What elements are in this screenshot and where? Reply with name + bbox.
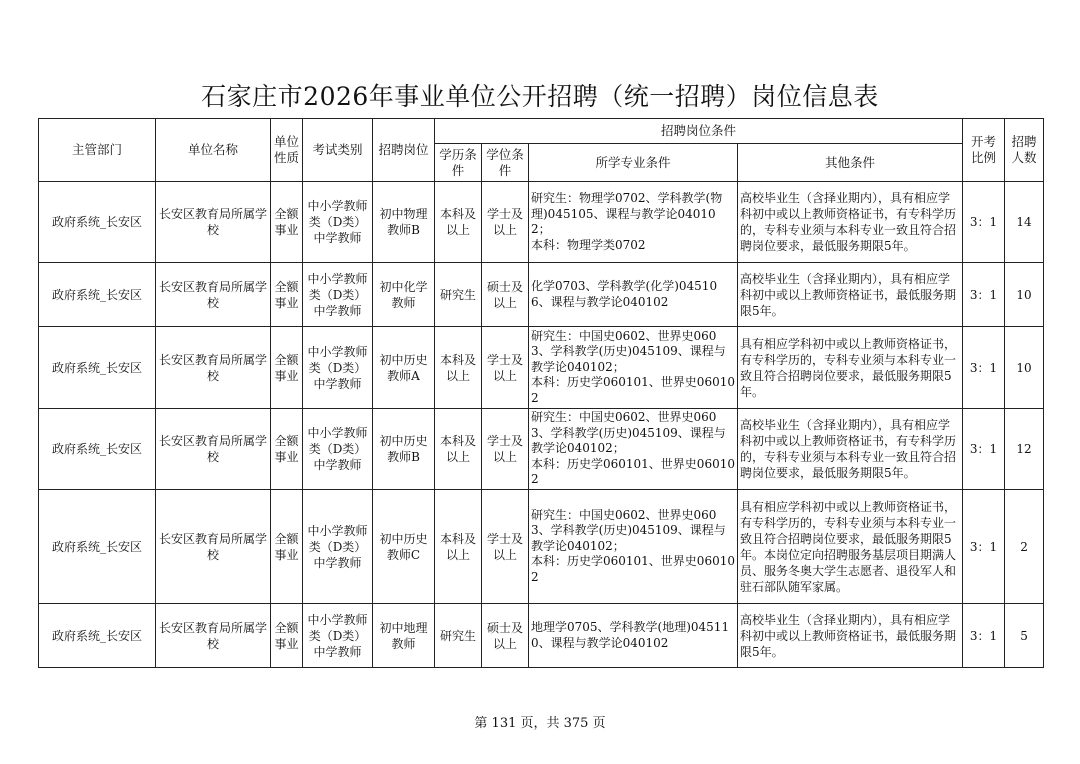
header-major: 所学专业条件 (529, 144, 738, 182)
cell-exam: 中小学教师类（D类）中学教师 (303, 327, 373, 409)
cell-nature: 全额事业 (271, 327, 303, 409)
header-edu: 学历条件 (435, 144, 482, 182)
table-row (39, 182, 1044, 263)
page-footer: 第 131 页，共 375 页 (474, 716, 606, 731)
cell-dept: 政府系统_长安区 (39, 604, 156, 668)
cell-edu: 研究生 (435, 263, 482, 327)
cell-post: 初中化学教师 (373, 263, 435, 327)
cell-ratio: 3：1 (963, 263, 1005, 327)
table-body (39, 182, 1044, 668)
cell-degree: 学士及以上 (482, 327, 529, 409)
cell-other: 具有相应学科初中或以上教师资格证书，有专科学历的，专科专业须与本科专业一致且符合招聘岗位要求，最低服务期限5年。 (738, 327, 963, 409)
header-other: 其他条件 (738, 144, 963, 182)
cell-exam: 中小学教师类（D类）中学教师 (303, 604, 373, 668)
header-exam: 考试类别 (303, 119, 373, 182)
cell-major: 研究生：中国史0602、世界史0603、学科教学(历史)045109、课程与教学论040102； 本科：历史学060101、世界史060102 (529, 490, 738, 604)
cell-ratio: 3：1 (963, 182, 1005, 263)
table-row (39, 263, 1044, 327)
cell-exam: 中小学教师类（D类）中学教师 (303, 263, 373, 327)
header-post: 招聘岗位 (373, 119, 435, 182)
header-nature: 单位性质 (271, 119, 303, 182)
cell-edu: 本科及以上 (435, 409, 482, 490)
header-dept: 主管部门 (39, 119, 156, 182)
cell-ratio: 3：1 (963, 604, 1005, 668)
job-info-table (38, 118, 1044, 668)
header-unit: 单位名称 (156, 119, 271, 182)
cell-unit: 长安区教育局所属学校 (156, 263, 271, 327)
cell-exam: 中小学教师类（D类）中学教师 (303, 409, 373, 490)
cell-unit: 长安区教育局所属学校 (156, 182, 271, 263)
cell-degree: 学士及以上 (482, 490, 529, 604)
cell-major: 地理学0705、学科教学(地理)045110、课程与教学论040102 (529, 604, 738, 668)
cell-ratio: 3：1 (963, 490, 1005, 604)
page-title: 石家庄市2026年事业单位公开招聘（统一招聘）岗位信息表 (201, 82, 879, 111)
cell-nature: 全额事业 (271, 409, 303, 490)
cell-count: 12 (1005, 409, 1044, 490)
cell-degree: 学士及以上 (482, 409, 529, 490)
cell-edu: 研究生 (435, 604, 482, 668)
cell-dept: 政府系统_长安区 (39, 409, 156, 490)
cell-count: 5 (1005, 604, 1044, 668)
cell-unit: 长安区教育局所属学校 (156, 327, 271, 409)
cell-major: 化学0703、学科教学(化学)045106、课程与教学论040102 (529, 263, 738, 327)
cell-major: 研究生：中国史0602、世界史0603、学科教学(历史)045109、课程与教学论040102； 本科：历史学060101、世界史060102 (529, 327, 738, 409)
cell-degree: 学士及以上 (482, 182, 529, 263)
cell-edu: 本科及以上 (435, 490, 482, 604)
cell-nature: 全额事业 (271, 490, 303, 604)
cell-count: 14 (1005, 182, 1044, 263)
cell-other: 高校毕业生（含择业期内），具有相应学科初中或以上教师资格证书，有专科学历的，专科专业须与本科专业一致且符合招聘岗位要求，最低服务期限5年。 (738, 409, 963, 490)
cell-dept: 政府系统_长安区 (39, 182, 156, 263)
cell-degree: 硕士及以上 (482, 604, 529, 668)
cell-count: 2 (1005, 490, 1044, 604)
cell-other: 高校毕业生（含择业期内），具有相应学科初中或以上教师资格证书，有专科学历的，专科专业须与本科专业一致且符合招聘岗位要求，最低服务期限5年。 (738, 182, 963, 263)
cell-edu: 本科及以上 (435, 327, 482, 409)
cell-degree: 硕士及以上 (482, 263, 529, 327)
cell-dept: 政府系统_长安区 (39, 263, 156, 327)
cell-post: 初中物理教师B (373, 182, 435, 263)
cell-major: 研究生：中国史0602、世界史0603、学科教学(历史)045109、课程与教学论040102； 本科：历史学060101、世界史060102 (529, 409, 738, 490)
cell-post: 初中历史教师C (373, 490, 435, 604)
cell-count: 10 (1005, 263, 1044, 327)
cell-unit: 长安区教育局所属学校 (156, 490, 271, 604)
table-row (39, 604, 1044, 668)
cell-nature: 全额事业 (271, 604, 303, 668)
cell-dept: 政府系统_长安区 (39, 490, 156, 604)
cell-post: 初中历史教师A (373, 327, 435, 409)
cell-dept: 政府系统_长安区 (39, 327, 156, 409)
cell-unit: 长安区教育局所属学校 (156, 409, 271, 490)
cell-other: 具有相应学科初中或以上教师资格证书，有专科学历的，专科专业须与本科专业一致且符合招聘岗位要求，最低服务期限5年。本岗位定向招聘服务基层项目期满人员、服务冬奥大学生志愿者、退役军人和驻石部队随军家属。 (738, 490, 963, 604)
cell-edu: 本科及以上 (435, 182, 482, 263)
cell-nature: 全额事业 (271, 182, 303, 263)
cell-post: 初中历史教师B (373, 409, 435, 490)
cell-exam: 中小学教师类（D类）中学教师 (303, 182, 373, 263)
header-conditions: 招聘岗位条件 (435, 119, 963, 144)
cell-count: 10 (1005, 327, 1044, 409)
cell-unit: 长安区教育局所属学校 (156, 604, 271, 668)
table-row (39, 490, 1044, 604)
cell-ratio: 3：1 (963, 327, 1005, 409)
cell-major: 研究生：物理学0702、学科教学(物理)045105、课程与教学论040102； 本科：物理学类0702 (529, 182, 738, 263)
table-row (39, 327, 1044, 409)
cell-post: 初中地理教师 (373, 604, 435, 668)
cell-exam: 中小学教师类（D类）中学教师 (303, 490, 373, 604)
cell-ratio: 3：1 (963, 409, 1005, 490)
cell-nature: 全额事业 (271, 263, 303, 327)
header-degree: 学位条件 (482, 144, 529, 182)
header-count: 招聘人数 (1005, 119, 1044, 182)
table-row (39, 409, 1044, 490)
cell-other: 高校毕业生（含择业期内），具有相应学科初中或以上教师资格证书，最低服务期限5年。 (738, 263, 963, 327)
header-ratio: 开考比例 (963, 119, 1005, 182)
cell-other: 高校毕业生（含择业期内），具有相应学科初中或以上教师资格证书，最低服务期限5年。 (738, 604, 963, 668)
